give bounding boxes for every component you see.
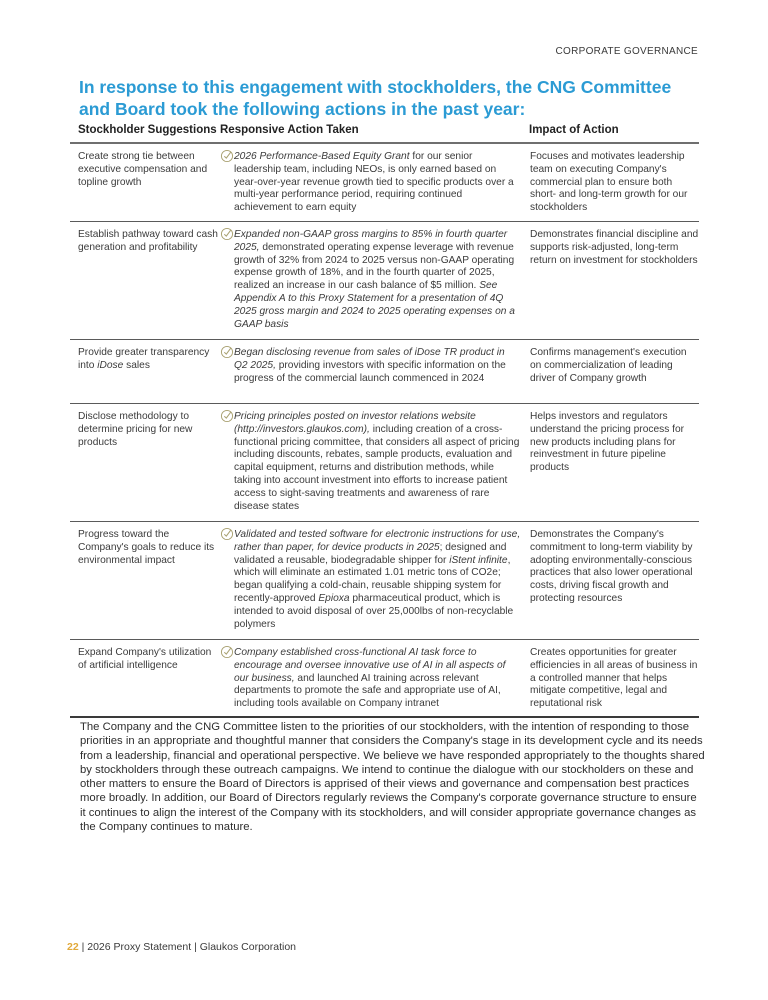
footer-separator: | — [191, 941, 200, 953]
action-highlight: 2026 Performance-Based Equity Grant — [234, 151, 410, 162]
table-row — [70, 640, 699, 718]
check-circle-icon — [220, 227, 234, 241]
footer-separator: | — [78, 941, 88, 953]
action-text: for our senior leadership team, including NEOs, is only earned based on year-over-year revenue growth tied to specific products over a multi-year performance period, requiring continued achievement to earn equity — [234, 151, 514, 214]
impact-cell: Confirms management's execution on commercialization of leading driver of Company growth — [530, 347, 687, 384]
action-cell — [220, 529, 529, 639]
action-text: ; designed and validated a reusable, biodegradable shipper for — [234, 541, 507, 566]
action-highlight: Company established cross-functional AI task force to encourage and oversee innovative use of AI in all aspects of our business, — [234, 647, 506, 684]
check-circle-icon — [220, 149, 234, 163]
action-cell — [220, 229, 529, 339]
action-cell — [220, 151, 529, 221]
suggestion-cell: Establish pathway toward cash generation and profitability — [78, 229, 218, 253]
column-header-action: Responsive Action Taken — [220, 124, 359, 136]
action-text: including creation of a cross-functional pricing committee, that considers all aspect of pricing including discounts, rebates, sample products, evaluation and capital equipment, returns and distribution methods, while taking into account investment into efforts to increase patient access to sight-saving treatments and awareness of rare disease states — [234, 423, 520, 512]
action-highlight: Expanded non-GAAP gross margins to 85% in fourth quarter 2025, — [234, 229, 508, 253]
check-circle-icon — [220, 409, 234, 423]
page-footer — [67, 941, 296, 953]
product-name: iStent infinite — [449, 554, 508, 566]
check-circle-icon — [220, 527, 234, 541]
table-row — [70, 404, 699, 522]
action-note: See Appendix A to this Proxy Statement for a presentation of 4Q 2025 gross margin and 2024 to 2025 operating expenses on a GAAP basis — [234, 280, 515, 330]
action-highlight: Began disclosing revenue from sales of iDose TR product in Q2 2025, — [234, 347, 505, 371]
suggestion-text: Provide greater transparency into — [78, 347, 210, 371]
suggestion-cell: Create strong tie between executive compensation and topline growth — [78, 151, 208, 188]
impact-cell: Creates opportunities for greater efficiencies in all areas of business in a controlled manner that helps mitigate competitive, legal and reputational risk — [530, 647, 698, 710]
action-text: providing investors with specific information on the progress of the commercial launch commenced in 2024 — [234, 359, 506, 384]
check-circle-icon — [220, 345, 234, 359]
check-circle-icon — [220, 645, 234, 659]
action-highlight: Validated and tested software for electronic instructions for use, rather than paper, for device products in 2025 — [234, 529, 521, 553]
product-name: iDose — [97, 359, 124, 371]
table-row — [70, 222, 699, 340]
suggestion-cell — [70, 347, 220, 403]
suggestion-cell: Expand Company's utilization of artificial intelligence — [78, 647, 212, 671]
company-name: Glaukos Corporation — [199, 941, 297, 953]
action-cell — [220, 411, 529, 521]
impact-cell: Demonstrates financial discipline and supports risk-adjusted, long-term return on investment for stockholders — [530, 229, 699, 266]
action-text: demonstrated operating expense leverage with revenue growth of 32% from 2024 to 2025 versus non-GAAP operating expense growth of 18%, and in the fourth quarter of 2025, realized an increase in our cash balance of $5 million. — [234, 241, 515, 292]
table-row — [70, 522, 699, 640]
action-cell — [220, 347, 529, 403]
action-highlight: Pricing principles posted on investor relations website (http://investors.glaukos.com), — [234, 411, 476, 435]
table-header — [70, 124, 699, 144]
document-name: 2026 Proxy Statement — [87, 941, 192, 953]
action-cell — [220, 647, 529, 716]
action-text: and launched AI training across relevant departments to promote the safe and appropriate use of AI, including tools available on Company intranet — [234, 672, 501, 710]
table-row — [70, 340, 699, 404]
suggestion-text: sales — [123, 359, 150, 371]
impact-cell: Focuses and motivates leadership team on executing Company's commercial plan to ensure both short- and long-term growth for our stockholders — [530, 151, 688, 214]
closing-paragraph: The Company and the CNG Committee listen to the priorities of our stockholders, with the intention of responding to those priorities in an appropriate and thoughtful manner that considers the Company's stage in its development cycle and its needs from a leadership, financial and operational perspective. We believe we have responded appropriately to the thoughts shared by stockholders through these outreach campaigns. We intend to continue the dialogue with our stockholders on these and other matters to ensure the Board of Directors is apprised of their views and governance and compensation best practices more broadly. In addition, our Board of Directors regularly reviews the Company's corporate governance structure to ensure it continues to align the interest of the Company with its stockholders, and will consider appropriate governance changes as the Company continues to mature. — [80, 721, 705, 834]
actions-table — [70, 124, 699, 718]
action-text: pharmaceutical product, which is intended to avoid disposal of over 25,000lbs of non-recyclable polymers — [234, 592, 514, 630]
column-header-impact: Impact of Action — [529, 124, 619, 136]
section-label: CORPORATE GOVERNANCE — [555, 46, 698, 57]
impact-cell: Demonstrates the Company's commitment to long-term viability by adopting environmentally-conscious practices that also lower operational costs, driving fiscal growth and protecting resources — [530, 529, 693, 604]
column-header-suggestions: Stockholder Suggestions — [78, 124, 217, 136]
impact-cell: Helps investors and regulators understand the pricing process for new products including plans for reinvestment in future pipeline products — [530, 411, 685, 474]
page-number: 22 — [67, 941, 79, 953]
action-text: , which will eliminate an estimated 1.01 metric tons of CO2e; began qualifying a cold-chain, reusable shipping system for recently-approved — [234, 554, 511, 604]
table-row — [70, 144, 699, 222]
product-name: Epioxa — [318, 592, 350, 604]
page-title: In response to this engagement with stockholders, the CNG Committee and Board took the following actions in the past year: — [79, 77, 672, 119]
suggestion-cell: Disclose methodology to determine pricing for new products — [78, 411, 193, 448]
suggestion-cell: Progress toward the Company's goals to reduce its environmental impact — [78, 529, 215, 566]
